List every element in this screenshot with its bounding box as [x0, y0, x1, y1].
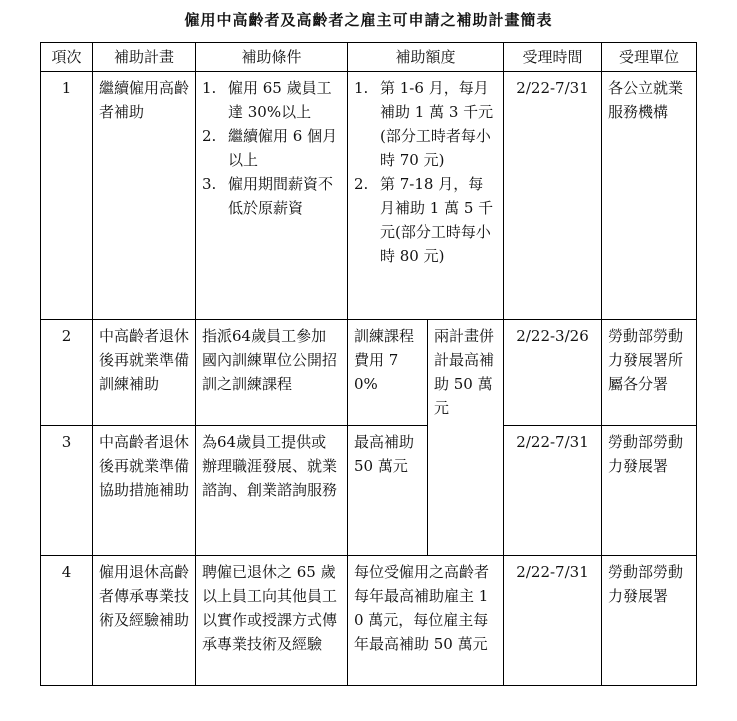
- cell-plan: 中高齡者退休後再就業準備訓練補助: [93, 320, 196, 426]
- cell-no: 2: [41, 320, 93, 426]
- cell-period: 2/22-7/31: [504, 556, 602, 686]
- cell-agency: 勞動部勞動力發展署所屬各分署: [602, 320, 697, 426]
- header-conditions: 補助條件: [196, 43, 348, 72]
- cell-amount-shared: 兩計畫併計最高補助 50 萬元: [428, 320, 504, 556]
- header-agency: 受理單位: [602, 43, 697, 72]
- document-title: 僱用中高齡者及高齡者之雇主可申請之補助計畫簡表: [184, 11, 553, 29]
- list-item: [354, 76, 497, 172]
- cell-amount-left: 訓練課程費用 70%: [348, 320, 428, 426]
- cell-conditions: 聘僱已退休之 65 歲以上員工向其他員工以實作或授課方式傳承專業技術及經驗: [196, 556, 348, 686]
- list-marker: 2.: [202, 127, 217, 145]
- cell-agency: 勞動部勞動力發展署: [602, 426, 697, 556]
- cell-no: 3: [41, 426, 93, 556]
- cell-agency: 各公立就業服務機構: [602, 72, 697, 320]
- cell-plan: 僱用退休高齡者傳承專業技術及經驗補助: [93, 556, 196, 686]
- conditions-list: [202, 76, 341, 220]
- list-item: [202, 124, 341, 172]
- cell-plan: 中高齡者退休後再就業準備協助措施補助: [93, 426, 196, 556]
- cell-no: 4: [41, 556, 93, 686]
- list-marker: 1.: [202, 79, 217, 97]
- table-row: [41, 556, 697, 686]
- cell-period: 2/22-3/26: [504, 320, 602, 426]
- list-marker: 1.: [354, 79, 369, 97]
- table-row: [41, 72, 697, 320]
- list-text: 第 7-18 月，每月補助 1 萬 5 千元(部分工時每小時 80 元): [380, 175, 494, 265]
- table-row: [41, 426, 697, 556]
- header-amount: 補助額度: [348, 43, 504, 72]
- subsidy-table: [40, 42, 697, 686]
- cell-period: 2/22-7/31: [504, 426, 602, 556]
- cell-amount-left: 最高補助 50 萬元: [348, 426, 428, 556]
- cell-no: 1: [41, 72, 93, 320]
- header-no: 項次: [41, 43, 93, 72]
- list-text: 第 1-6 月，每月補助 1 萬 3 千元(部分工時者每小時 70 元): [380, 79, 494, 169]
- table-row: [41, 320, 697, 426]
- list-text: 僱用期間薪資不低於原薪資: [228, 175, 334, 217]
- cell-amount: 每位受僱用之高齡者每年最高補助雇主 10 萬元，每位雇主每年最高補助 50 萬元: [348, 556, 504, 686]
- list-text: 僱用 65 歲員工達 30%以上: [228, 79, 332, 121]
- cell-period: 2/22-7/31: [504, 72, 602, 320]
- cell-agency: 勞動部勞動力發展署: [602, 556, 697, 686]
- list-item: [354, 172, 497, 268]
- cell-amount: [348, 72, 504, 320]
- header-row: [41, 43, 697, 72]
- list-text: 繼續僱用 6 個月以上: [228, 127, 338, 169]
- cell-conditions: [196, 72, 348, 320]
- cell-plan: 繼續僱用高齡者補助: [93, 72, 196, 320]
- list-marker: 3.: [202, 175, 217, 193]
- header-period: 受理時間: [504, 43, 602, 72]
- cell-conditions: 為64歲員工提供或辦理職涯發展、就業諮詢、創業諮詢服務: [196, 426, 348, 556]
- list-item: [202, 172, 341, 220]
- amount-list: [354, 76, 497, 268]
- list-item: [202, 76, 341, 124]
- header-plan: 補助計畫: [93, 43, 196, 72]
- list-marker: 2.: [354, 175, 369, 193]
- cell-conditions: 指派64歲員工參加國內訓練單位公開招訓之訓練課程: [196, 320, 348, 426]
